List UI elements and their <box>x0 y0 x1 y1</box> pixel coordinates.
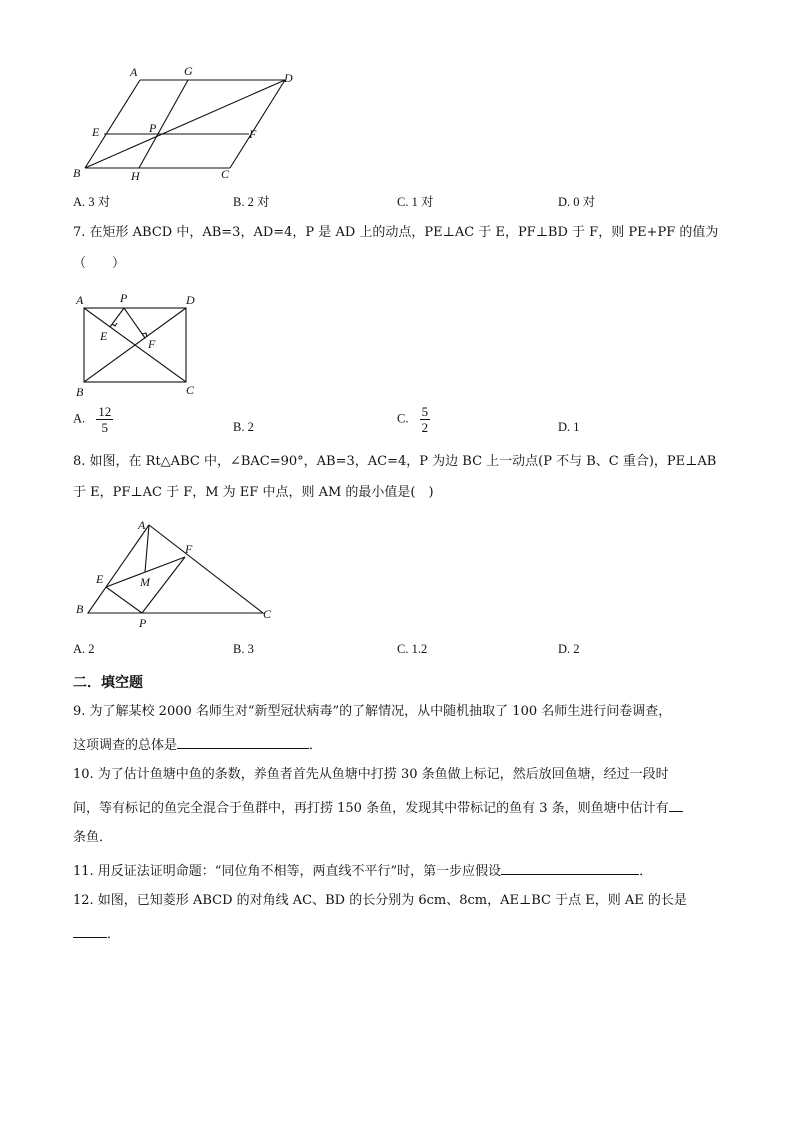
label-D: D <box>186 293 195 307</box>
q11-stem-text: 11. 用反证法证明命题：“同位角不相等，两直线不平行”时，第一步应假设 <box>73 864 502 879</box>
q7-option-d: D. 1 <box>558 420 580 434</box>
q6-option-d: D. 0 对 <box>558 195 596 209</box>
label-E: E <box>92 125 100 139</box>
q7-option-c-numerator: 5 <box>421 404 429 419</box>
q11-answer-blank[interactable] <box>501 862 639 875</box>
q7-stem-line1: 7. 在矩形 ABCD 中，AB=3，AD=4，P 是 AD 上的动点，PE⊥AC 于 E，PF⊥BD 于 F，则 PE+PF 的值为 <box>73 225 719 240</box>
label-B: B <box>73 166 81 180</box>
q7-option-a-numerator: 12 <box>98 404 112 419</box>
q10-stem-line3: 条鱼． <box>73 830 113 845</box>
label-F: F <box>148 337 156 351</box>
q11-stem-end: ． <box>639 864 653 879</box>
q12-stem-end: ． <box>107 927 121 942</box>
q6-option-a: A. 3 对 <box>73 195 111 209</box>
label-F: F <box>249 127 257 141</box>
q8-option-c: C. 1.2 <box>397 642 428 656</box>
label-P: P <box>149 121 157 135</box>
rectangle-figure <box>70 288 210 400</box>
label-P: P <box>139 616 147 630</box>
label-C: C <box>263 607 272 621</box>
label-M: M <box>140 575 150 589</box>
q8-option-a: A. 2 <box>73 642 95 656</box>
label-H: H <box>131 169 140 183</box>
q7-option-c-denominator: 2 <box>421 420 429 435</box>
section-heading: 二．填空题 <box>73 675 143 691</box>
q7-option-c-fraction <box>420 404 431 435</box>
q9-stem-text: 这项调查的总体是 <box>73 738 178 753</box>
label-A: A <box>138 518 146 532</box>
q6-option-b: B. 2 对 <box>233 195 270 209</box>
q9-stem-end: ． <box>309 738 323 753</box>
q7-option-c <box>397 404 430 435</box>
q10-stem-line2 <box>73 799 683 817</box>
label-G: G <box>184 64 193 78</box>
q6-option-c: C. 1 对 <box>397 195 434 209</box>
parallelogram-figure <box>60 60 310 185</box>
q7-option-a-denominator: 5 <box>101 420 109 435</box>
label-E: E <box>96 572 104 586</box>
q12-stem-line1: 12. 如图，已知菱形 ABCD 的对角线 AC、BD 的长分别为 6cm、8cm，AE⊥BC 于点 E，则 AE 的长是 <box>73 893 687 908</box>
q7-option-b: B. 2 <box>233 420 254 434</box>
right-triangle-figure <box>70 515 285 630</box>
q10-answer-blank[interactable] <box>669 799 683 812</box>
label-B: B <box>76 385 84 399</box>
label-D: D <box>284 71 293 85</box>
label-E: E <box>100 329 108 343</box>
label-A: A <box>76 293 84 307</box>
q12-answer-blank[interactable] <box>73 925 107 938</box>
q7-option-a <box>73 404 113 435</box>
q10-stem-line1: 10. 为了估计鱼塘中鱼的条数，养鱼者首先从鱼塘中打捞 30 条鱼做上标记，然后放回鱼塘，经过一段时 <box>73 767 669 782</box>
q8-option-d: D. 2 <box>558 642 580 656</box>
label-C: C <box>221 167 230 181</box>
q9-stem-line2 <box>73 736 322 754</box>
q8-stem-line1: 8. 如图，在 Rt△ABC 中，∠BAC=90°，AB=3，AC=4，P 为边 BC 上一动点(P 不与 B、C 重合)，PE⊥AB <box>73 454 717 469</box>
q9-stem-line1: 9. 为了解某校 2000 名师生对“新型冠状病毒”的了解情况，从中随机抽取了 100 名师生进行问卷调查， <box>73 704 672 719</box>
q11-stem <box>73 862 652 880</box>
q12-stem-line2 <box>73 925 120 943</box>
q7-option-a-prefix: A. <box>73 411 86 426</box>
q10-stem-text: 间，等有标记的鱼完全混合于鱼群中，再打捞 150 条鱼，发现其中带标记的鱼有 3 条，则鱼塘中估计有 <box>73 801 669 816</box>
label-F: F <box>185 542 193 556</box>
q7-stem-line2: （ ） <box>73 256 126 271</box>
label-B: B <box>76 602 84 616</box>
q9-answer-blank[interactable] <box>177 736 309 749</box>
q7-option-a-fraction <box>96 404 113 435</box>
q8-option-b: B. 3 <box>233 642 254 656</box>
label-P: P <box>120 291 128 305</box>
q7-option-c-prefix: C. <box>397 411 409 426</box>
label-C: C <box>186 383 195 397</box>
q8-stem-line2: 于 E，PF⊥AC 于 F，M 为 EF 中点，则 AM 的最小值是( ) <box>73 485 434 500</box>
label-A: A <box>130 65 138 79</box>
